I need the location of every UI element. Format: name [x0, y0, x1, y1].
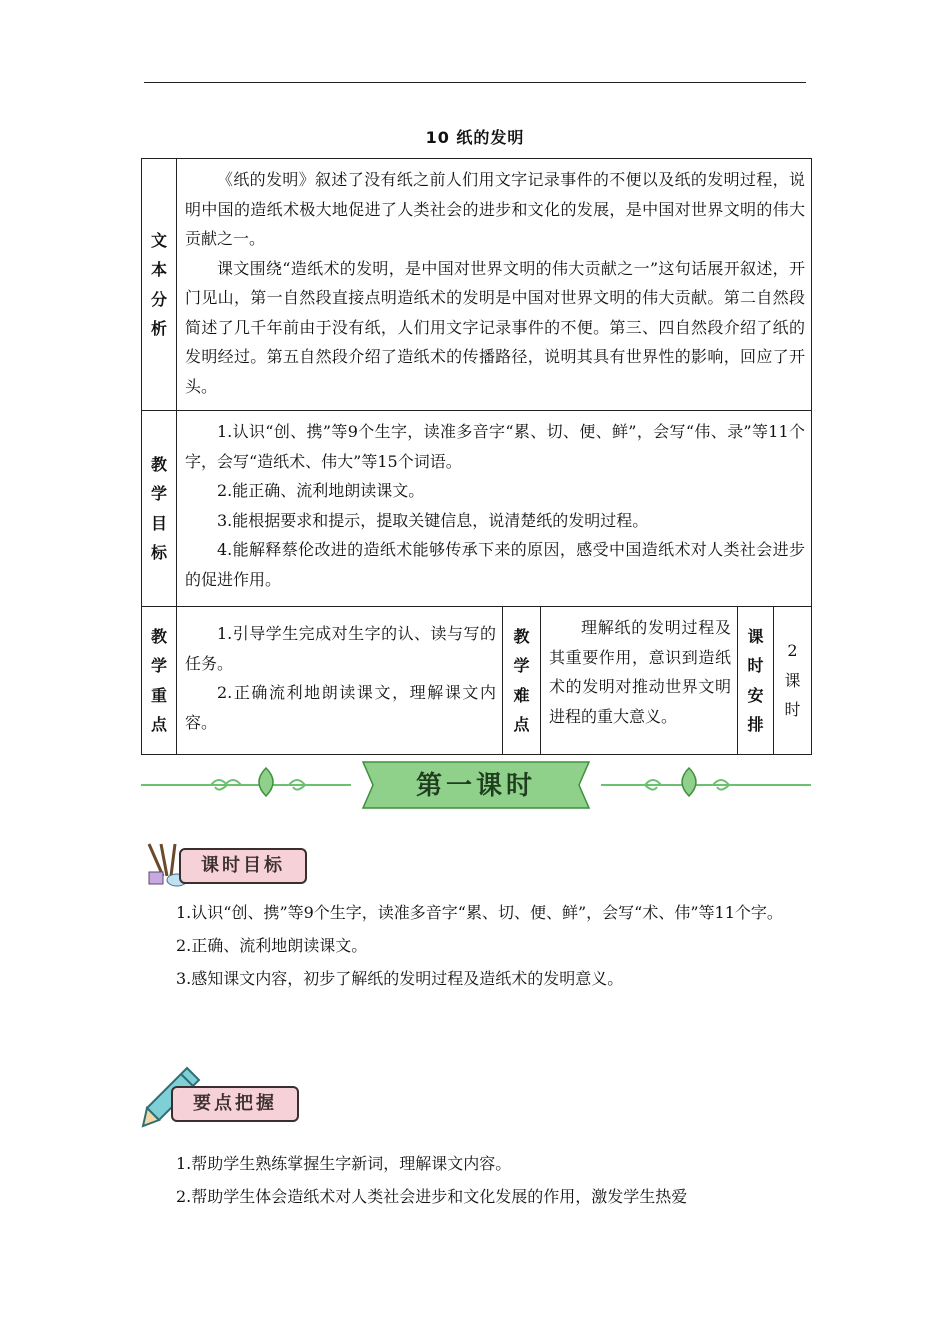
key-grasp-item: 2.帮助学生体会造纸术对人类社会进步和文化发展的作用，激发学生热爱 [176, 1187, 688, 1206]
label-goals: 教 学 目 标 [142, 411, 177, 607]
key-grasp-list [144, 1147, 806, 1213]
header-rule [144, 82, 806, 83]
row-key-points [142, 607, 812, 755]
label-difficulties: 教 学 难 点 [503, 607, 541, 755]
label-key-points: 教 学 重 点 [142, 607, 177, 755]
lesson-goal-item: 3.感知课文内容，初步了解纸的发明过程及造纸术的发明意义。 [176, 969, 624, 988]
key-grasp-tag [141, 1066, 311, 1128]
difficulty-text: 理解纸的发明过程及其重要作用，意识到造纸术的发明对推动世界文明进程的重大意义。 [549, 618, 731, 726]
lesson-banner [141, 758, 811, 812]
leaf-icon [259, 768, 273, 796]
lesson-goals-tag [141, 842, 311, 888]
goal-item: 1.认识“创、携”等9个生字，读准多音字“累、切、便、鲜”，会写“伟、录”等11个字，会写“造纸术、伟大”等15个词语。 [185, 422, 805, 471]
lesson-goals-list [144, 896, 806, 995]
label-text-analysis: 文 本 分 析 [142, 159, 177, 411]
key-point-item: 1.引导学生完成对生字的认、读与写的任务。 [185, 624, 496, 673]
goals-content [177, 411, 812, 607]
lesson-goal-item: 1.认识“创、携”等9个生字，读准多音字“累、切、便、鲜”，会写“术、伟”等11个字。 [176, 903, 783, 922]
key-grasp-item: 1.帮助学生熟练掌握生字新词，理解课文内容。 [176, 1154, 512, 1173]
row-text-analysis [142, 159, 812, 411]
difficulties-content [541, 607, 738, 755]
lesson-goals-label: 课时目标 [179, 848, 307, 884]
goal-item: 4.能解释蔡伦改进的造纸术能够传承下来的原因，感受中国造纸术对人类社会进步的促进作用。 [185, 540, 805, 589]
lesson-goal-item: 2.正确、流利地朗读课文。 [176, 936, 368, 955]
text-analysis-para: 《纸的发明》叙述了没有纸之前人们用文字记录事件的不便以及纸的发明过程，说明中国的造纸术极大地促进了人类社会的进步和文化的发展，是中国对世界文明的伟大贡献之一。 [185, 170, 805, 248]
goal-item: 2.能正确、流利地朗读课文。 [217, 481, 425, 500]
key-grasp-label: 要点把握 [171, 1086, 299, 1122]
schedule-value: 2 课 时 [774, 607, 812, 755]
key-point-item: 2.正确流利地朗读课文，理解课文内容。 [185, 683, 496, 732]
key-points-content [177, 607, 503, 755]
page-title: 10 纸的发明 [425, 128, 525, 147]
leaf-icon [682, 768, 696, 796]
lesson-plan-table [141, 158, 812, 755]
text-analysis-para: 课文围绕“造纸术的发明，是中国对世界文明的伟大贡献之一”这句话展开叙述，开门见山，第一自然段直接点明造纸术的发明是中国对世界文明的伟大贡献。第二自然段简述了几千年前由于没有纸，人们用文字记录事件的不便。第三、四自然段介绍了纸的发明经过。第五自然段介绍了造纸术的传播路径，说明其具有世界性的影响，回应了开头。 [185, 258, 805, 396]
label-schedule: 课 时 安 排 [738, 607, 774, 755]
banner-text: 第一课时 [415, 771, 537, 801]
text-analysis-content [177, 159, 812, 411]
goal-item: 3.能根据要求和提示，提取关键信息，说清楚纸的发明过程。 [217, 510, 649, 530]
row-goals [142, 411, 812, 607]
